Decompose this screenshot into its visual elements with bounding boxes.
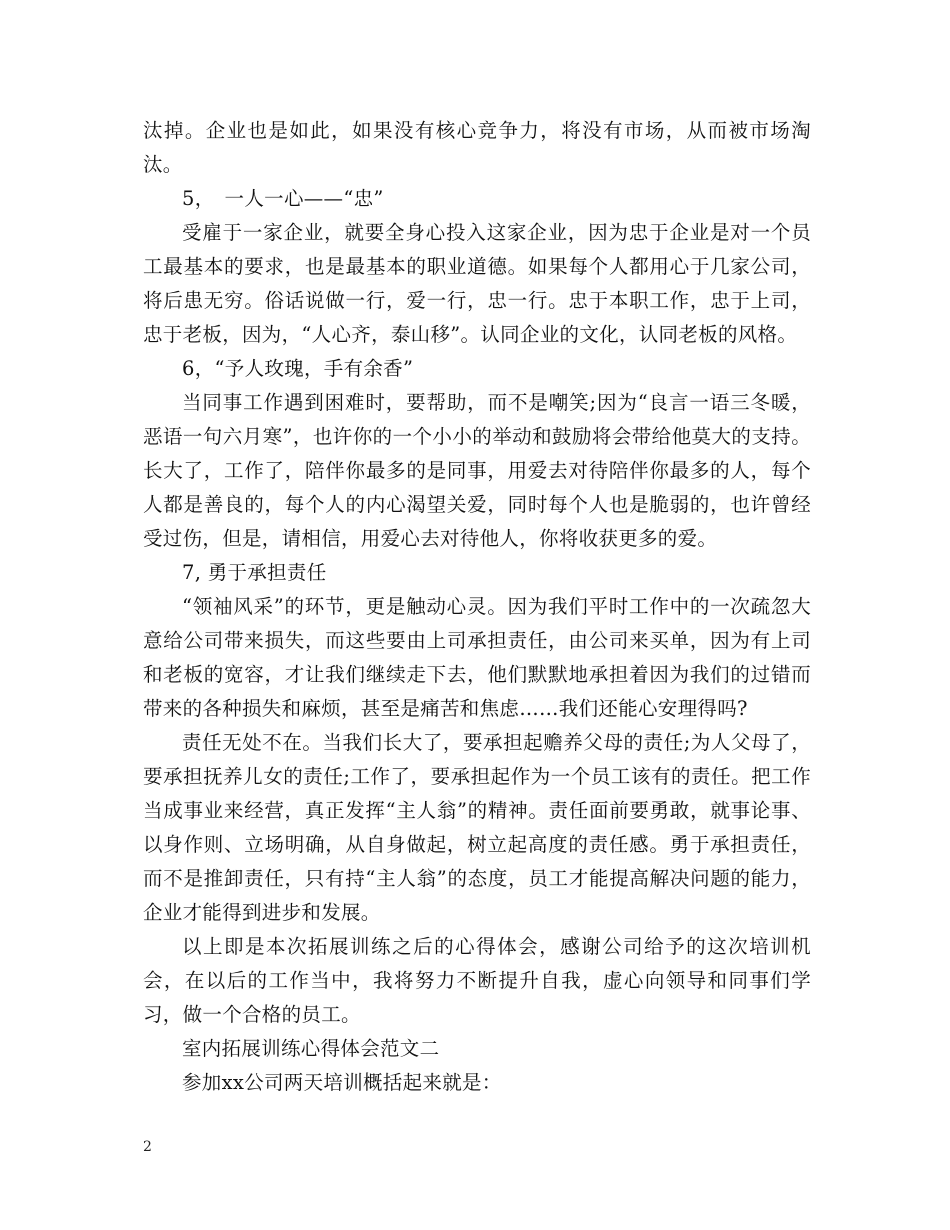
heading-loyalty: 5， 一人一心——“忠” xyxy=(182,187,384,210)
paragraph-continued: 汰掉。企业也是如此，如果没有核心竞争力，将没有市场，从而被市场淘汰。 xyxy=(143,119,811,176)
page-number: 2 xyxy=(143,1139,152,1155)
document-body xyxy=(143,114,811,1100)
paragraph-help-colleagues: 当同事工作遇到困难时，要帮助，而不是嘲笑;因为“良言一语三冬暖，恶语一句六月寒”，也许你的一个小小的举动和鼓励将会带给他莫大的支持。长大了，工作了，陪伴你最多的是同事，用爱去对待陪伴你最多的人，每个人都是善良的，每个人的内心渴望关爱，同时每个人也是脆弱的，也许曾经受过伤，但是，请相信，用爱心去对待他人，你将收获更多的爱。 xyxy=(143,391,811,550)
paragraph-responsibility: 责任无处不在。当我们长大了，要承担起赡养父母的责任;为人父母了，要承担抚养儿女的责任;工作了，要承担起作为一个员工该有的责任。把工作当成事业来经营，真正发挥“主人翁”的精神。责任面前要勇敢，就事论事、以身作则、立场明确，从自身做起，树立起高度的责任感。勇于承担责任，而不是推卸责任，只有持“主人翁”的态度，员工才能提高解决问题的能力，企业才能得到进步和发展。 xyxy=(143,731,811,924)
heading-sample-two: 室内拓展训练心得体会范文二 xyxy=(182,1037,440,1060)
heading-roses: 6，“予人玫瑰，手有余香” xyxy=(182,357,414,380)
heading-responsibility: 7, 勇于承担责任 xyxy=(182,561,327,584)
paragraph-leadership: “领袖风采”的环节，更是触动心灵。因为我们平时工作中的一次疏忽大意给公司带来损失，而这些要由上司承担责任，由公司来买单，因为有上司和老板的宽容，才让我们继续走下去，他们默默地承担着因为我们的过错而带来的各种损失和麻烦，甚至是痛苦和焦虑……我们还能心安理得吗? xyxy=(143,595,811,720)
paragraph-conclusion: 以上即是本次拓展训练之后的心得体会，感谢公司给予的这次培训机会，在以后的工作当中，我将努力不断提升自我，虚心向领导和同事们学习，做一个合格的员工。 xyxy=(143,935,811,1026)
paragraph-loyalty: 受雇于一家企业，就要全身心投入这家企业，因为忠于企业是对一个员工最基本的要求，也是最基本的职业道德。如果每个人都用心于几家公司，将后患无穷。俗话说做一行，爱一行，忠一行。忠于本职工作，忠于上司，忠于老板，因为，“人心齐，泰山移”。认同企业的文化，认同老板的风格。 xyxy=(143,221,811,346)
paragraph-sample-two-intro: 参加xx公司两天培训概括起来就是： xyxy=(182,1071,502,1094)
